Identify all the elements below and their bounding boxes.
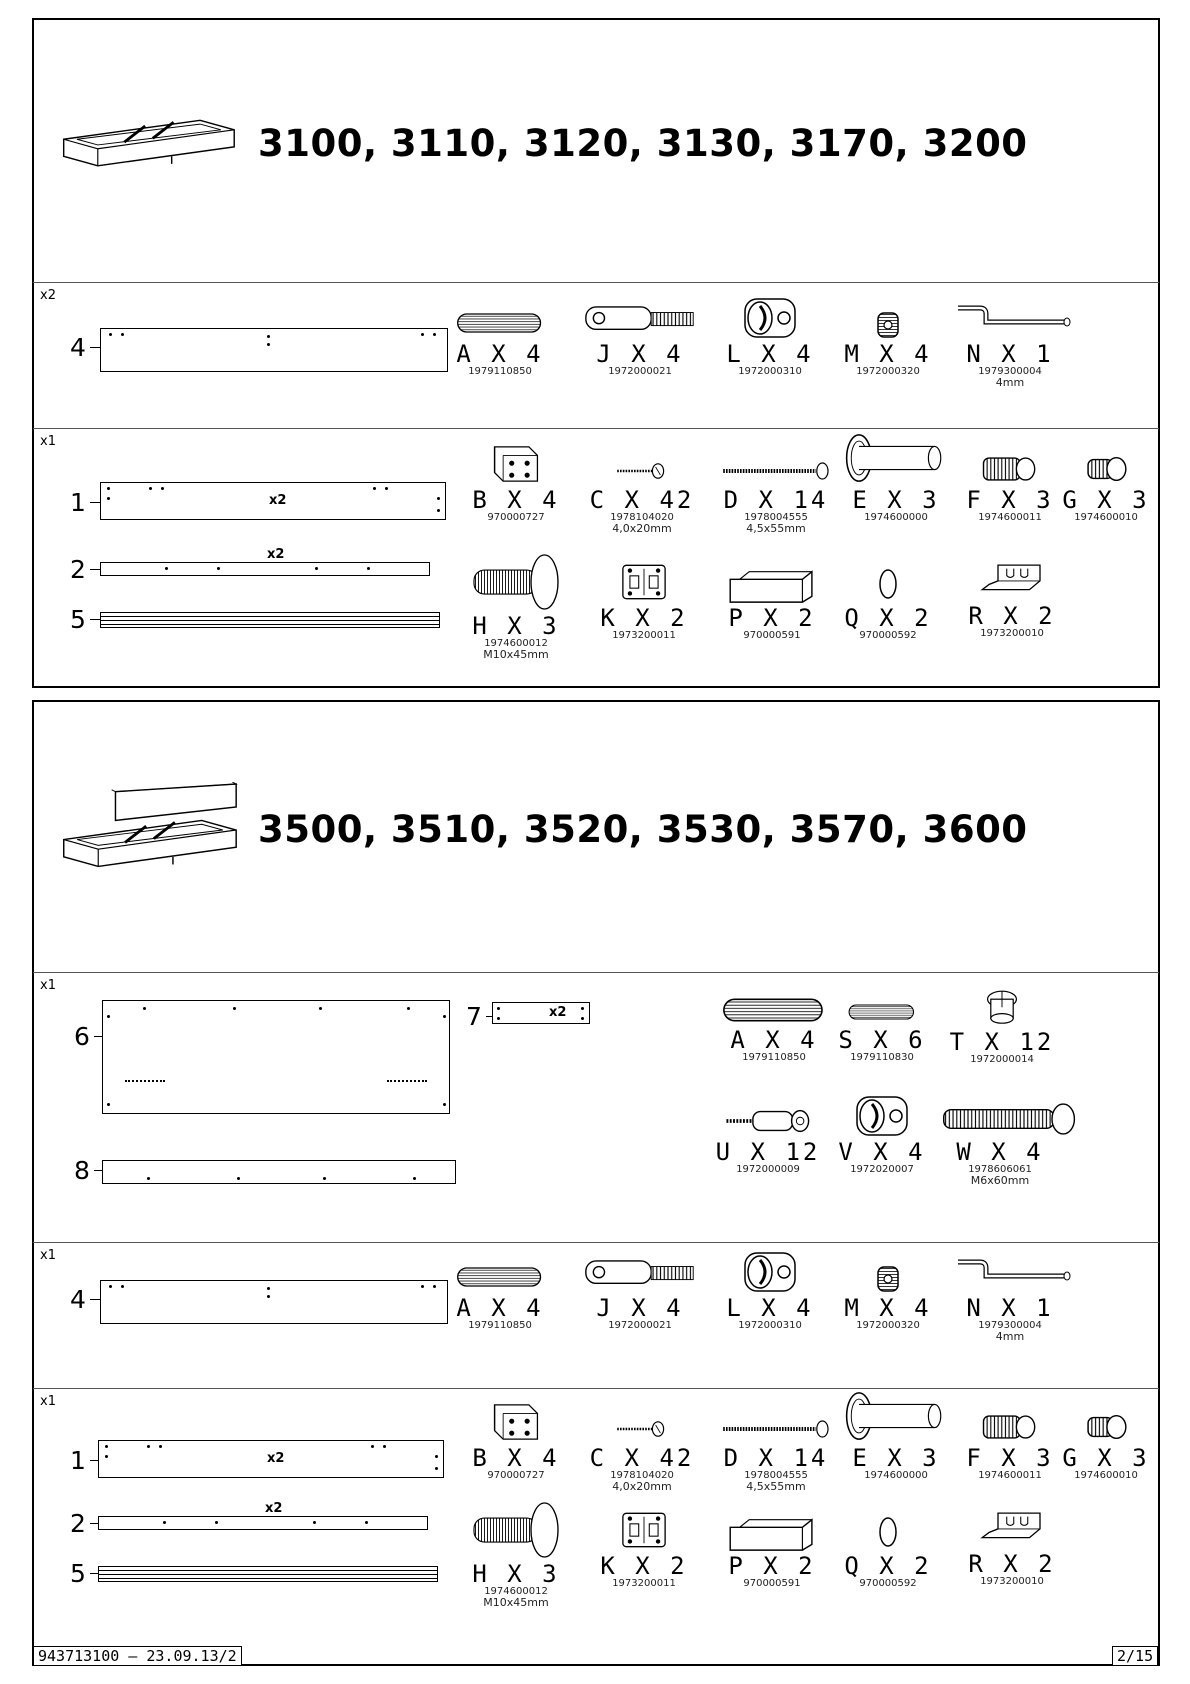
- part-dimension: 4,5x55mm: [746, 522, 806, 535]
- part-label: H X 3: [472, 1560, 560, 1588]
- part-code: 970000592: [859, 630, 917, 641]
- model-numbers-title: 3500, 3510, 3520, 3530, 3570, 3600: [258, 808, 1028, 851]
- part-label: F X 3: [966, 1444, 1054, 1472]
- board-number: 4: [70, 1285, 86, 1314]
- part-label: N X 1: [966, 1294, 1054, 1322]
- part-label: Q X 2: [844, 604, 932, 632]
- part-dimension: 4,5x55mm: [746, 1480, 806, 1493]
- model-numbers-title: 3100, 3110, 3120, 3130, 3170, 3200: [258, 122, 1028, 165]
- part-code: 1973200011: [612, 630, 676, 641]
- part-label: B X 4: [472, 486, 560, 514]
- part-dimension: 4,0x20mm: [612, 1480, 672, 1493]
- part-G: [1046, 452, 1166, 523]
- part-W: [940, 1100, 1060, 1187]
- part-code: 1979110850: [742, 1052, 806, 1063]
- part-label: B X 4: [472, 1444, 560, 1472]
- board-5: [100, 612, 440, 628]
- part-code: 1972000310: [738, 1320, 802, 1331]
- divider: [33, 282, 1159, 283]
- part-S: [822, 998, 942, 1063]
- part-label: L X 4: [726, 1294, 814, 1322]
- part-P: [712, 566, 832, 641]
- part-R: [952, 1506, 1072, 1587]
- part-label: A X 4: [730, 1026, 818, 1054]
- part-label: P X 2: [728, 604, 816, 632]
- part-code: 1973200010: [980, 1576, 1044, 1587]
- part-code: 1973200010: [980, 628, 1044, 639]
- quantity-label: x1: [40, 978, 56, 993]
- board-number: 5: [70, 1559, 86, 1588]
- part-label: K X 2: [600, 1552, 688, 1580]
- board-8: [102, 1160, 456, 1184]
- part-code: 1974600010: [1074, 1470, 1138, 1481]
- board-4: [100, 1280, 448, 1324]
- part-label: F X 3: [966, 486, 1054, 514]
- part-code: 970000727: [487, 512, 545, 523]
- part-L: [710, 1250, 830, 1331]
- part-label: V X 4: [838, 1138, 926, 1166]
- part-E: [836, 430, 956, 523]
- part-G: [1046, 1410, 1166, 1481]
- part-code: 1972000009: [736, 1164, 800, 1175]
- part-code: 1979110850: [468, 366, 532, 377]
- part-label: C X 42: [589, 486, 695, 514]
- board-4: [100, 328, 448, 372]
- part-M: [828, 1264, 948, 1331]
- divider: [33, 428, 1159, 429]
- part-C: [582, 456, 702, 535]
- part-label: Q X 2: [844, 1552, 932, 1580]
- part-H: [456, 1500, 576, 1609]
- board-quantity: x2: [267, 1451, 285, 1466]
- board-2: [100, 547, 430, 576]
- part-J: [580, 1254, 700, 1331]
- part-label: R X 2: [968, 1550, 1056, 1578]
- part-code: 1979300004: [978, 1320, 1042, 1331]
- part-E: [836, 1388, 956, 1481]
- part-label: J X 4: [596, 1294, 684, 1322]
- board-number: 1: [70, 1446, 86, 1475]
- board-number: 6: [74, 1022, 90, 1051]
- part-code: 1978104020: [610, 1470, 674, 1481]
- part-code: 1972000320: [856, 1320, 920, 1331]
- part-code: 1972020007: [850, 1164, 914, 1175]
- part-label: M X 4: [844, 340, 932, 368]
- part-U: [708, 1104, 828, 1175]
- part-label: U X 12: [715, 1138, 821, 1166]
- part-code: 1973200011: [612, 1578, 676, 1589]
- board-quantity: x2: [267, 547, 285, 562]
- part-label: D X 14: [723, 486, 829, 514]
- part-dimension: 4mm: [995, 1330, 1025, 1343]
- part-code: 1978104020: [610, 512, 674, 523]
- part-dimension: M10x45mm: [483, 648, 549, 661]
- part-label: G X 3: [1062, 1444, 1150, 1472]
- part-A: [440, 306, 560, 377]
- part-code: 1974600011: [978, 1470, 1042, 1481]
- part-label: A X 4: [456, 1294, 544, 1322]
- board-number: 8: [74, 1156, 90, 1185]
- part-N: [950, 1254, 1070, 1343]
- part-M: [828, 310, 948, 377]
- part-D: [716, 456, 836, 535]
- part-code: 1978004555: [744, 1470, 808, 1481]
- part-H: [456, 552, 576, 661]
- part-label: P X 2: [728, 1552, 816, 1580]
- quantity-label: x2: [40, 288, 56, 303]
- part-label: D X 14: [723, 1444, 829, 1472]
- board-number: 1: [70, 488, 86, 517]
- part-B: [456, 442, 576, 523]
- part-label: C X 42: [589, 1444, 695, 1472]
- part-Q: [828, 564, 948, 641]
- board-7: [492, 1002, 590, 1024]
- part-code: 1974600012: [484, 1586, 548, 1597]
- part-code: 1972000310: [738, 366, 802, 377]
- part-label: T X 12: [949, 1028, 1055, 1056]
- part-dimension: 4,0x20mm: [612, 522, 672, 535]
- part-A: [714, 994, 834, 1063]
- part-A: [440, 1260, 560, 1331]
- part-C: [582, 1414, 702, 1493]
- part-label: R X 2: [968, 602, 1056, 630]
- part-K: [584, 560, 704, 641]
- part-code: 1974600011: [978, 512, 1042, 523]
- part-code: 1972000021: [608, 366, 672, 377]
- part-code: 970000727: [487, 1470, 545, 1481]
- part-code: 1979300004: [978, 366, 1042, 377]
- part-label: N X 1: [966, 340, 1054, 368]
- part-code: 1978004555: [744, 512, 808, 523]
- bed-with-headboard-illustration: [58, 782, 240, 882]
- part-label: S X 6: [838, 1026, 926, 1054]
- board-number: 5: [70, 605, 86, 634]
- part-label: J X 4: [596, 340, 684, 368]
- part-code: 1974600000: [864, 1470, 928, 1481]
- quantity-label: x1: [40, 434, 56, 449]
- part-label: H X 3: [472, 612, 560, 640]
- part-code: 1979110830: [850, 1052, 914, 1063]
- divider: [33, 1242, 1159, 1243]
- part-code: 1974600012: [484, 638, 548, 649]
- part-code: 970000591: [743, 1578, 801, 1589]
- part-dimension: M10x45mm: [483, 1596, 549, 1609]
- part-label: W X 4: [956, 1138, 1044, 1166]
- board-quantity: x2: [269, 493, 287, 508]
- part-code: 970000591: [743, 630, 801, 641]
- part-J: [580, 300, 700, 377]
- board-number: 2: [70, 555, 86, 584]
- quantity-label: x1: [40, 1394, 56, 1409]
- board-number: 7: [466, 1002, 482, 1031]
- part-N: [950, 300, 1070, 389]
- page-number: 2/15: [1112, 1646, 1158, 1666]
- board-1: [98, 1440, 444, 1478]
- part-label: M X 4: [844, 1294, 932, 1322]
- part-label: K X 2: [600, 604, 688, 632]
- part-Q: [828, 1512, 948, 1589]
- part-R: [952, 558, 1072, 639]
- part-P: [712, 1514, 832, 1589]
- board-6: [102, 1000, 450, 1114]
- document-id: 943713100 – 23.09.13/2: [33, 1646, 242, 1666]
- part-code: 1974600010: [1074, 512, 1138, 523]
- part-dimension: M6x60mm: [970, 1174, 1030, 1187]
- part-dimension: 4mm: [995, 376, 1025, 389]
- part-V: [822, 1094, 942, 1175]
- part-B: [456, 1400, 576, 1481]
- part-K: [584, 1508, 704, 1589]
- part-label: L X 4: [726, 340, 814, 368]
- part-label: A X 4: [456, 340, 544, 368]
- board-number: 4: [70, 333, 86, 362]
- part-L: [710, 296, 830, 377]
- part-code: 1972000021: [608, 1320, 672, 1331]
- part-label: E X 3: [852, 486, 940, 514]
- divider: [33, 1388, 1159, 1389]
- bed-illustration: [58, 110, 238, 182]
- board-2: [98, 1501, 428, 1530]
- part-T: [942, 988, 1062, 1065]
- part-code: 970000592: [859, 1578, 917, 1589]
- board-quantity: x2: [265, 1501, 283, 1516]
- quantity-label: x1: [40, 1248, 56, 1263]
- part-label: E X 3: [852, 1444, 940, 1472]
- part-code: 1978606061: [968, 1164, 1032, 1175]
- board-5: [98, 1566, 438, 1582]
- part-code: 1972000320: [856, 366, 920, 377]
- part-code: 1979110850: [468, 1320, 532, 1331]
- board-1: [100, 482, 446, 520]
- divider: [33, 972, 1159, 973]
- part-D: [716, 1414, 836, 1493]
- board-quantity: x2: [549, 1005, 567, 1020]
- part-code: 1972000014: [970, 1054, 1034, 1065]
- part-code: 1974600000: [864, 512, 928, 523]
- part-label: G X 3: [1062, 486, 1150, 514]
- board-number: 2: [70, 1509, 86, 1538]
